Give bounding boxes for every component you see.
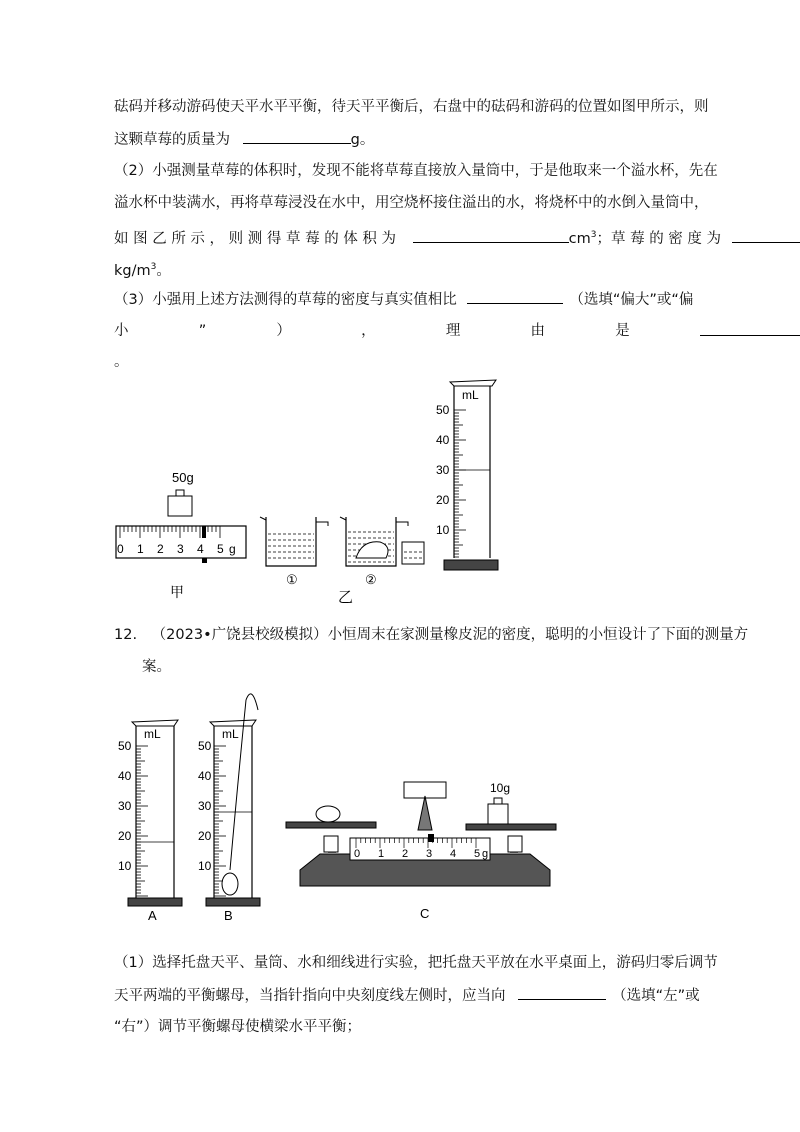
right-balance-nut [508,836,522,852]
q11-volume-unit: cm [568,230,591,247]
figure-yi-label: 乙 [338,589,354,604]
rider-marker [202,526,206,538]
weight-50g-icon [168,490,192,516]
density-answer-blank[interactable] [732,228,800,243]
ruler-tick-label: 5 [217,542,224,556]
q11-density-unit-sup: 3 [150,262,157,272]
q11-density-unit-end: 。 [156,262,171,279]
q11-p3-line1 [114,289,693,310]
weight-50g-label: 50g [172,470,194,485]
pointer-icon [418,796,432,830]
cylinder-b-tick-label: 40 [198,769,212,783]
q11-p3-line3: 。 [114,354,129,370]
right-pan [466,824,556,830]
balance-tick-label: 5 [474,848,481,860]
q12-text1: 小恒周末在家测量橡皮泥的密度，聪明的小恒设计了下面的测量方 [327,627,749,643]
q11-p3-char: ） [276,323,291,339]
volume-answer-blank[interactable] [413,228,569,243]
q11-volume-unit-sup: 3 [590,230,597,240]
figure-c-label: C [420,906,430,921]
q11-figure [100,372,540,604]
direction-answer-blank[interactable] [518,985,606,1000]
cylinder-tick-label: 10 [436,523,450,537]
q12-p1-line1: （1）选择托盘天平、量筒、水和细线进行实验，把托盘天平放在水平桌面上，游码归零后调节 [114,955,718,971]
ruler-tick-label: 0 [117,542,124,556]
q11-p3-line2 [114,321,800,341]
ruler-tick-label: 1 [137,542,144,556]
balance-tick-label: 1 [378,848,385,860]
cylinder-b-tick-label: 10 [198,859,212,873]
q11-p2-line2: 溢水杯中装满水，再将草莓浸没在水中，用空烧杯接住溢出的水，将烧杯中的水倒入量筒中， [114,195,709,211]
q12-figure [110,680,570,924]
q12-source: （2023•广饶县校级模拟） [151,627,328,643]
q11-line2 [114,129,374,150]
dial-plate [404,782,446,798]
reason-answer-blank[interactable] [700,321,800,336]
clay-icon [222,873,238,895]
q12-number: 12. [114,627,138,643]
balance-tick-label: 2 [402,848,409,860]
cylinder-b-tick-label: 50 [198,739,212,753]
q11-mass-prompt: 这颗草莓的质量为 [114,132,230,148]
left-balance-nut [324,836,338,852]
cylinder-b-tick-label: 30 [198,799,212,813]
cylinder-b-ticks [214,746,226,896]
cylinder-a-tick-label: 50 [118,739,132,753]
cylinder-tick-label: 20 [436,493,450,507]
balance-scale-c [286,782,556,886]
cylinder-tick-label: 30 [436,463,450,477]
q11-density-prompt: ；草 莓 的 密 度 为 [596,230,722,247]
balance-tick-label: 3 [426,848,433,860]
ruler-tick-label: 2 [157,542,164,556]
cylinder-unit-label: mL [462,388,479,402]
cylinder-a-tick-label: 40 [118,769,132,783]
balance-tick-label: 4 [450,848,457,860]
q11-p3-char: ” [198,323,207,339]
beaker-2-label: ② [365,572,377,587]
q11-p3-char: ， [361,323,376,339]
q11-p2-line3 [114,225,800,249]
q11-p2-line1: （2）小强测量草莓的体积时，发现不能将草莓直接放入量筒中，于是他取来一个溢水杯，先在 [114,163,718,179]
q12-p1-line3: “右”）调节平衡螺母使横梁水平平衡； [114,1019,362,1035]
q11-p3-char: 是 [615,323,630,339]
q11-density-unit: kg/m [114,262,151,279]
cylinder-a-tick-label: 30 [118,799,132,813]
overflow-cup-2 [340,517,424,566]
weight-10g-label: 10g [490,781,511,795]
graduated-cylinder-yi [444,380,498,570]
q11-p3-char: 理 [445,323,461,339]
q11-p3-char: 小 [114,323,129,339]
ruler-unit-label: g [229,542,236,556]
cylinder-b-unit: mL [222,727,239,741]
q12-line2: 案。 [142,659,171,675]
cylinder-a-tick-label: 10 [118,859,132,873]
q12-direction-options: （选填“左”或 [612,988,700,1004]
compare-answer-blank[interactable] [467,289,563,304]
figure-jia-label: 甲 [170,584,184,600]
q11-compare-options: （选填“偏大”或“偏 [569,292,694,308]
cylinder-a-unit: mL [144,727,161,741]
q11-volume-prompt: 如 图 乙 所 示 ， 则 测 得 草 莓 的 体 积 为 [114,230,397,247]
ruler-tick-label: 3 [177,542,184,556]
left-pan [286,822,376,828]
q12-line1 [114,625,748,645]
cylinder-b-tick-label: 20 [198,829,212,843]
cylinder-tick-label: 50 [436,403,450,417]
overflow-cup-1 [260,517,328,566]
q11-mass-unit: g。 [350,132,375,148]
q11-p2-line4 [114,257,171,281]
ruler-tick-label: 4 [197,542,204,556]
q12-p1-line2 [114,985,700,1006]
weight-10g-icon [494,798,502,804]
q11-line1: 砝码并移动游码使天平水平平衡，待天平平衡后，右盘中的砝码和游码的位置如图甲所示，则 [114,99,709,115]
balance-ruler [350,838,490,860]
cylinder-a-ticks [136,746,148,896]
q11-compare-prompt: （3）小强用上述方法测得的草莓的密度与真实值相比 [114,292,457,308]
q11-p3-char: 由 [530,323,546,339]
cylinder-tick-label: 40 [436,433,450,447]
figure-a-label: A [148,908,157,923]
mass-answer-blank[interactable] [243,129,351,144]
figure-b-label: B [224,908,233,923]
q12-direction-prompt: 天平两端的平衡螺母，当指针指向中央刻度线左侧时，应当向 [114,988,506,1004]
balance-unit-label: g [482,848,489,860]
cylinder-ticks [454,410,466,560]
balance-tick-label: 0 [354,848,361,860]
beaker-1-label: ① [286,572,298,587]
clay-on-pan-icon [316,806,340,822]
cylinder-a-tick-label: 20 [118,829,132,843]
